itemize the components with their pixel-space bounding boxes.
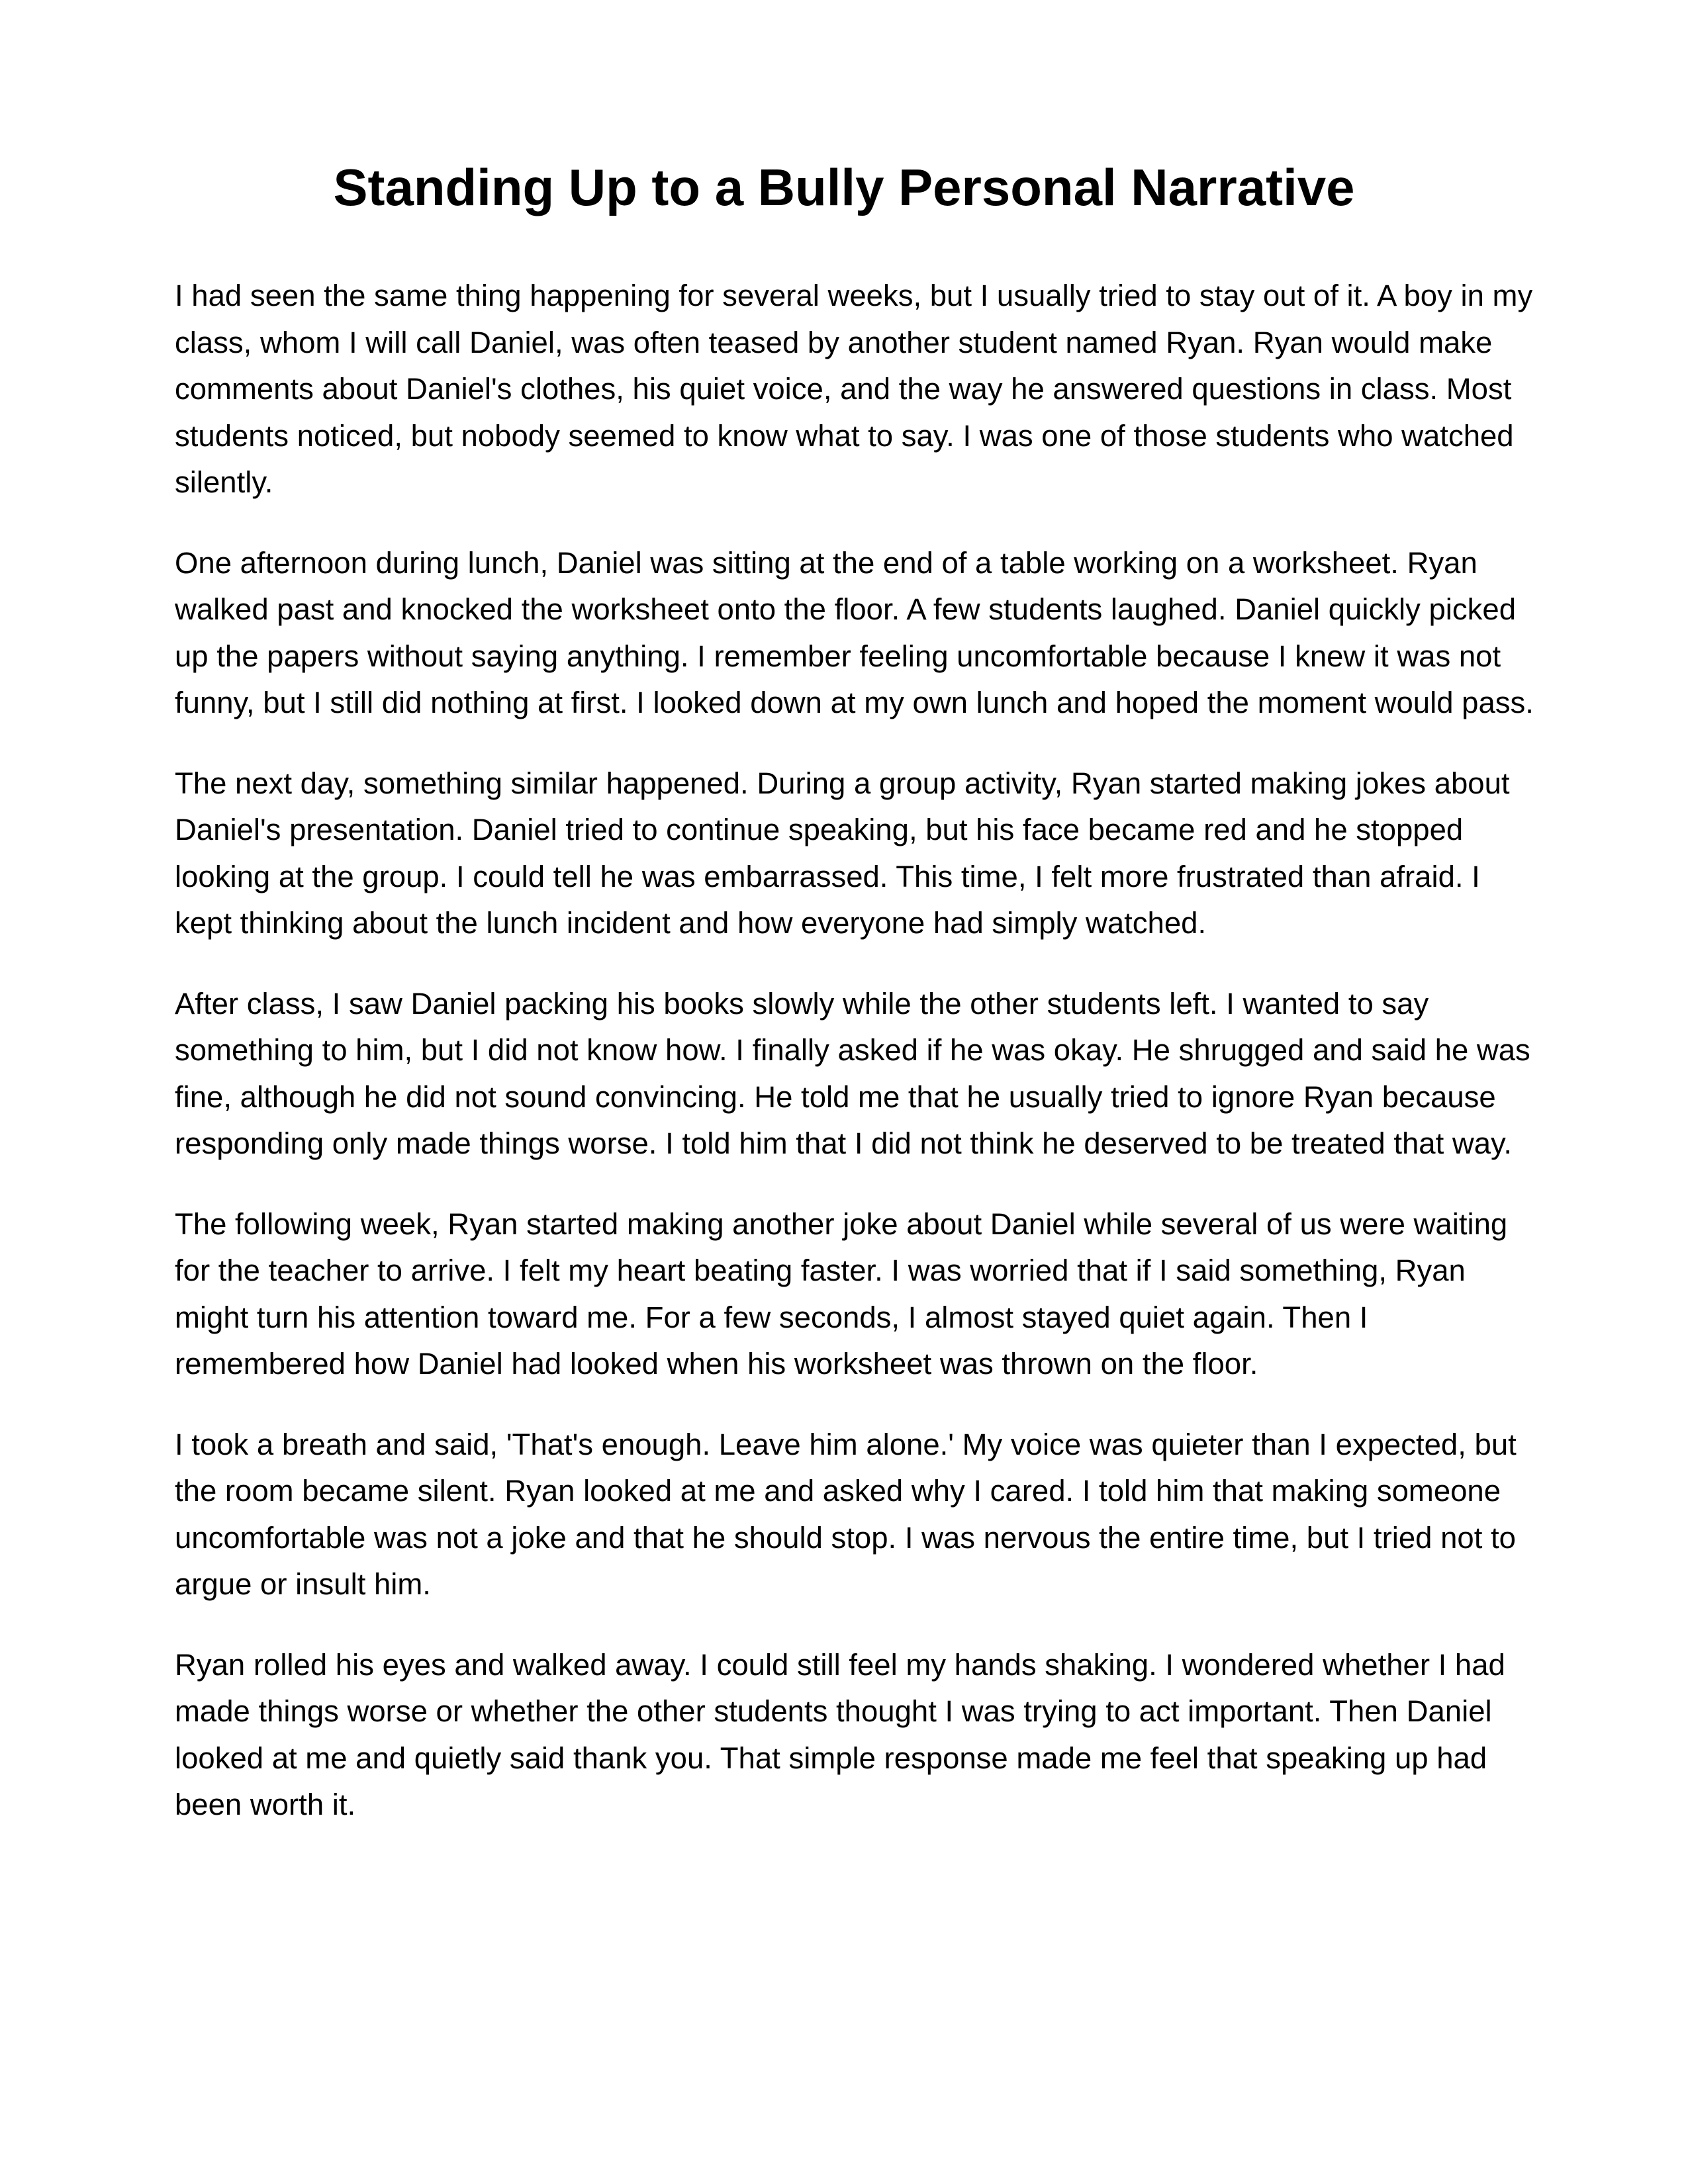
paragraph-5: The following week, Ryan started making another joke about Daniel while several of us were waiting for the teacher to arrive. I felt my heart beating faster. I was worried that if I said something, Ryan might turn his attention toward me. For a few seconds, I almost stayed quiet again. Then I remembered how Daniel had looked when his worksheet was thrown on the floor. <box>175 1206 1508 1381</box>
document-body <box>175 273 1538 1862</box>
paragraph-3: The next day, something similar happened. During a group activity, Ryan started making jokes about Daniel's presentation. Daniel tried to continue speaking, but his face became red and he stopped looking at the group. I could tell he was embarrassed. This time, I felt more frustrated than afraid. I kept thinking about the lunch incident and how everyone had simply watched. <box>175 766 1510 940</box>
paragraph-7: Ryan rolled his eyes and walked away. I could still feel my hands shaking. I wondered whether I had made things worse or whether the other students thought I was trying to act important. Then Daniel looked at me and quietly said thank you. That simple response made me feel that speaking up had been worth it. <box>175 1647 1505 1821</box>
paragraph-1: I had seen the same thing happening for several weeks, but I usually tried to stay out of it. A boy in my class, whom I will call Daniel, was often teased by another student named Ryan. Ryan would make comments about Daniel's clothes, his quiet voice, and the way he answered questions in class. Most students noticed, but nobody seemed to know what to say. I was one of those students who watched silently. <box>175 279 1533 499</box>
paragraph-2: One afternoon during lunch, Daniel was sitting at the end of a table working on a worksheet. Ryan walked past and knocked the worksheet onto the floor. A few students laughed. Daniel quickly picked up the papers without saying anything. I remember feeling uncomfortable because I knew it was not funny, but I still did nothing at first. I looked down at my own lunch and hoped the moment would pass. <box>175 545 1534 719</box>
paragraph-4: After class, I saw Daniel packing his books slowly while the other students left. I wanted to say something to him, but I did not know how. I finally asked if he was okay. He shrugged and said he was fine, although he did not sound convincing. He told me that he usually tried to ignore Ryan because responding only made things worse. I told him that I did not think he deserved to be treated that way. <box>175 986 1530 1160</box>
document-title: Standing Up to a Bully Personal Narrative <box>333 158 1355 216</box>
paragraph-6: I took a breath and said, 'That's enough. Leave him alone.' My voice was quieter than I expected, but the room became silent. Ryan looked at me and asked why I cared. I told him that making someone uncomfortable was not a joke and that he should stop. I was nervous the entire time, but I tried not to argue or insult him. <box>175 1427 1517 1601</box>
